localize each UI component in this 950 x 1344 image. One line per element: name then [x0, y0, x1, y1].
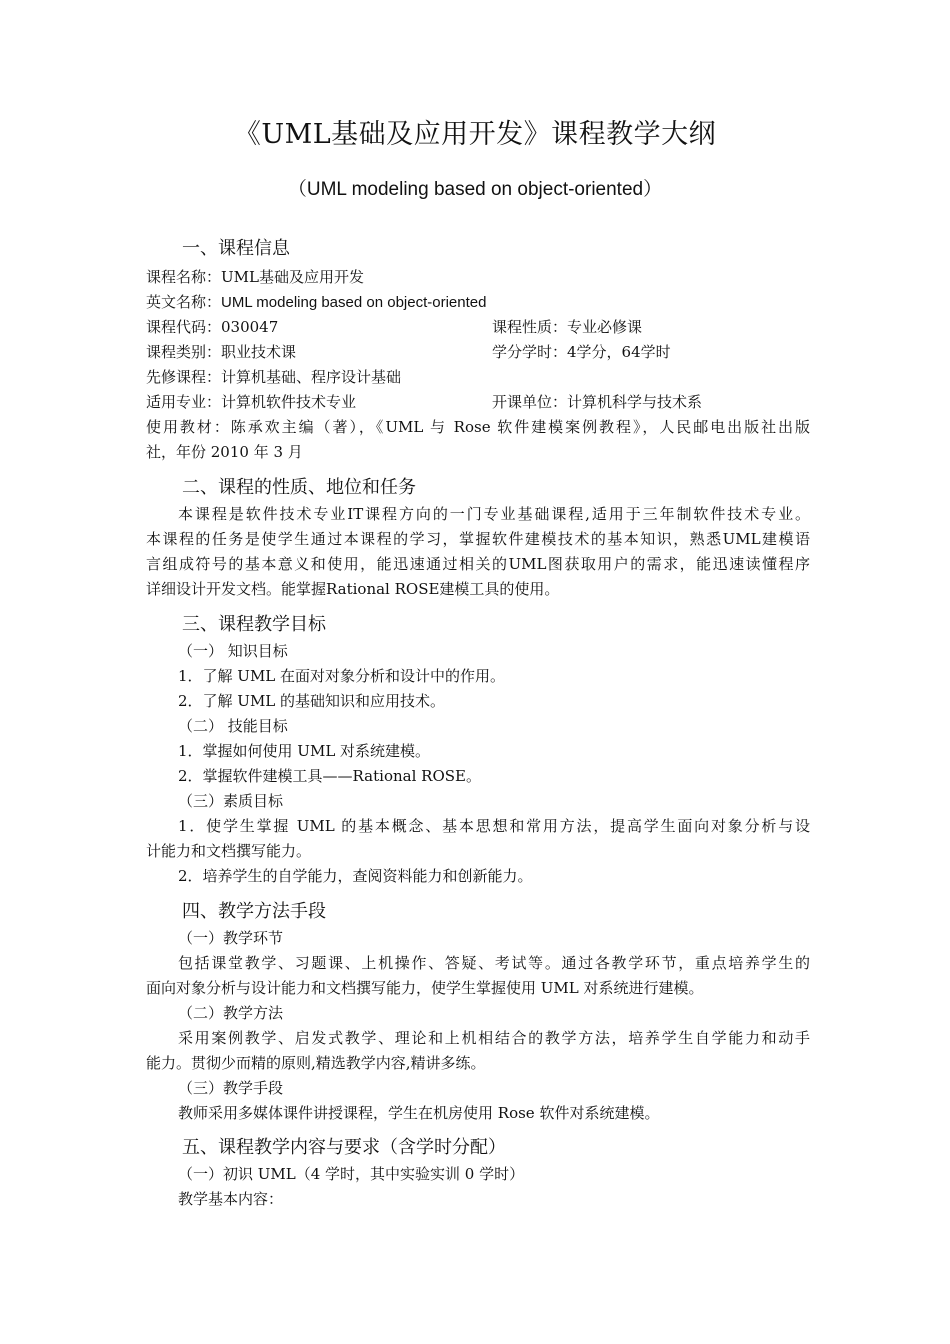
course-name: 课程名称：UML基础及应用开发: [146, 268, 364, 286]
section-heading-course-info: 一、课程信息: [182, 238, 290, 259]
quality-objective-item-cont: 计能力和文档撰写能力。: [146, 842, 312, 860]
teaching-links-heading: （一）教学环节: [178, 929, 284, 947]
teaching-links-line: 包括课堂教学、习题课、上机操作、答疑、考试等。通过各教学环节，重点培养学生的: [178, 954, 810, 972]
teaching-means-heading: （三）教学手段: [178, 1079, 284, 1097]
section-heading-methods: 四、教学方法手段: [182, 901, 326, 922]
nature-paragraph-line: 本课程的任务是使学生通过本课程的学习，掌握软件建模技术的基本知识，熟悉UML建模语: [146, 530, 810, 548]
document-subtitle: （UML modeling based on object-oriented）: [287, 179, 663, 200]
credit-hours: 学分学时：4学分，64学时: [492, 343, 671, 361]
course-code: 课程代码：030047: [146, 318, 279, 336]
teaching-methods-line: 采用案例教学、启发式教学、理论和上机相结合的教学方法，培养学生自学能力和动手: [178, 1029, 810, 1047]
applicable-major: 适用专业：计算机软件技术专业: [146, 393, 357, 411]
section-heading-content: 五、课程教学内容与要求（含学时分配）: [182, 1137, 506, 1158]
nature-paragraph-line: 详细设计开发文档。能掌握Rational ROSE建模工具的使用。: [146, 580, 560, 598]
course-nature: 课程性质：专业必修课: [492, 318, 643, 336]
nature-paragraph-line: 言组成符号的基本意义和使用，能迅速通过相关的UML图获取用户的需求，能迅速读懂程序: [146, 555, 810, 573]
english-name: [146, 292, 810, 313]
knowledge-objective-item: 1．了解 UML 在面对对象分析和设计中的作用。: [178, 667, 506, 685]
course-type: 课程类别：职业技术课: [146, 343, 297, 361]
knowledge-objective-item: 2．了解 UML 的基础知识和应用技术。: [178, 692, 446, 710]
quality-objectives-heading: （三）素质目标: [178, 792, 284, 810]
quality-objective-item: 2．培养学生的自学能力，查阅资料能力和创新能力。: [178, 867, 533, 885]
teaching-methods-line: 能力。贯彻少而精的原则,精选教学内容,精讲多练。: [146, 1054, 486, 1072]
document-title: 《UML基础及应用开发》课程教学大纲: [233, 119, 717, 150]
teaching-content-label: 教学基本内容：: [178, 1190, 284, 1208]
section-heading-objectives: 三、课程教学目标: [182, 614, 326, 635]
textbook-line-1: 使用教材：陈承欢主编（著），《UML 与 Rose 软件建模案例教程》，人民邮电出版社出版: [146, 418, 810, 436]
teaching-methods-heading: （二）教学方法: [178, 1004, 284, 1022]
knowledge-objectives-heading: （一） 知识目标: [178, 642, 288, 660]
skill-objective-item: 1．掌握如何使用 UML 对系统建模。: [178, 742, 431, 760]
english-name-label: 英文名称：: [146, 293, 222, 311]
prerequisites: 先修课程：计算机基础、程序设计基础: [146, 368, 402, 386]
quality-objective-item: 1．使学生掌握 UML 的基本概念、基本思想和常用方法，提高学生面向对象分析与设: [178, 817, 810, 835]
skill-objectives-heading: （二） 技能目标: [178, 717, 288, 735]
section-heading-nature: 二、课程的性质、地位和任务: [182, 477, 416, 498]
skill-objective-item: 2．掌握软件建模工具——Rational ROSE。: [178, 767, 481, 785]
nature-paragraph-line: 本课程是软件技术专业IT课程方向的一门专业基础课程,适用于三年制软件技术专业。: [178, 505, 810, 523]
unit-1-heading: （一）初识 UML（4 学时，其中实验实训 0 学时）: [178, 1165, 525, 1183]
english-name-value: UML modeling based on object-oriented: [221, 294, 487, 311]
offering-department: 开课单位：计算机科学与技术系: [492, 393, 703, 411]
teaching-means-line: 教师采用多媒体课件讲授课程，学生在机房使用 Rose 软件对系统建模。: [178, 1104, 660, 1122]
textbook-line-2: 社，年份 2010 年 3 月: [146, 443, 303, 461]
teaching-links-line: 面向对象分析与设计能力和文档撰写能力，使学生掌握使用 UML 对系统进行建模。: [146, 979, 704, 997]
